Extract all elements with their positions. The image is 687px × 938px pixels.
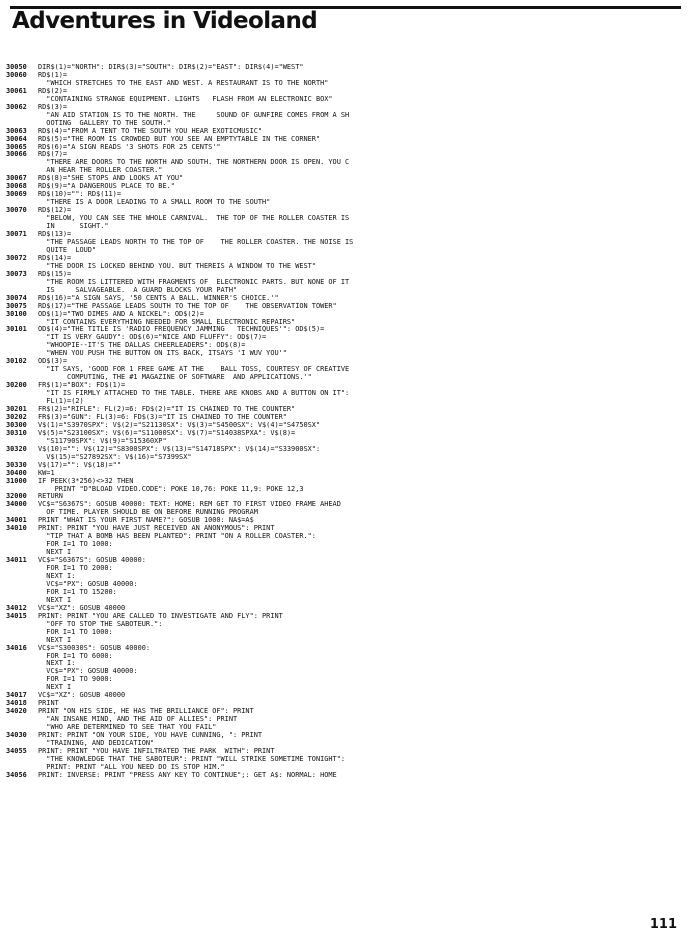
- line-number: 34010: [6, 524, 27, 533]
- line-number: [6, 239, 38, 247]
- line-number: [6, 390, 38, 398]
- line-number: 34015: [6, 611, 27, 620]
- code-line: [6, 159, 666, 167]
- code-line: [6, 446, 666, 454]
- code-line: [6, 517, 666, 525]
- code-line: [6, 462, 666, 470]
- code-line: [6, 319, 666, 327]
- code-line: [6, 724, 666, 732]
- line-number: 30068: [6, 182, 27, 191]
- line-code: "AN AID STATION IS TO THE NORTH. THE SOUND OF GUNFIRE COMES FROM A SH: [38, 111, 350, 119]
- code-line: [6, 128, 666, 136]
- code-line: [6, 605, 666, 613]
- line-number: 30330: [6, 460, 27, 469]
- line-code: RD$(2)=: [38, 87, 68, 95]
- code-line: [6, 438, 666, 446]
- line-number: 30200: [6, 381, 27, 390]
- line-code: VC$="XZ": GOSUB 40000: [38, 604, 126, 612]
- line-code: VC$="PX": GOSUB 40000:: [38, 668, 138, 676]
- line-code: OF TIME. PLAYER SHOULD BE ON BEFORE RUNNING PROGRAM: [38, 509, 258, 517]
- line-code: RD$(1)=: [38, 71, 68, 79]
- code-line: [6, 589, 666, 597]
- line-code: "S11790SPX": V$(9)="S15360XP": [38, 437, 167, 445]
- line-code: FOR I=1 TO 15200:: [38, 588, 117, 596]
- line-number: 32000: [6, 492, 27, 501]
- code-line: [6, 287, 666, 295]
- line-code: IS SALVAGEABLE. A GUARD BLOCKS YOUR PATH": [38, 286, 238, 294]
- code-line: [6, 406, 666, 414]
- line-code: RETURN: [38, 493, 63, 501]
- line-number: [6, 334, 38, 342]
- line-number: 30074: [6, 293, 27, 302]
- code-line: [6, 525, 666, 533]
- line-code: OOTING GALLERY TO THE SOUTH.": [38, 119, 171, 127]
- line-number: [6, 533, 38, 541]
- line-number: 34016: [6, 643, 27, 652]
- line-number: [6, 668, 38, 676]
- line-code: "AN INSANE MIND, AND THE AID OF ALLIES": PRINT: [38, 716, 238, 724]
- line-code: NEXT I:: [38, 573, 76, 580]
- code-line: [6, 557, 666, 565]
- line-code: QUITE LOUD": [38, 246, 97, 254]
- line-code: RD$(13)=: [38, 231, 72, 239]
- line-code: "IT SAYS, 'GOOD FOR 1 FREE GAME AT THE BALL TOSS, COURTESY OF CREATIVE: [38, 366, 350, 374]
- code-line: [6, 621, 666, 629]
- line-code: VC$="S6367S": GOSUB 40000:: [38, 557, 146, 565]
- code-line: [6, 88, 666, 96]
- code-line: [6, 144, 666, 152]
- line-number: 30072: [6, 253, 27, 262]
- code-line: [6, 629, 666, 637]
- line-number: 34056: [6, 770, 27, 779]
- code-line: [6, 764, 666, 772]
- code-line: [6, 223, 666, 231]
- code-line: [6, 271, 666, 279]
- line-number: 34000: [6, 500, 27, 509]
- line-code: RD$(15)=: [38, 270, 72, 278]
- line-number: [6, 366, 38, 374]
- code-line: [6, 748, 666, 756]
- code-line: [6, 493, 666, 501]
- code-line: [6, 120, 666, 128]
- code-line: [6, 684, 666, 692]
- line-code: "IT CONTAINS EVERYTHING NEEDED FOR SMALL ELECTRONIC REPAIRS": [38, 318, 296, 326]
- line-code: PRINT: PRINT "ON YOUR SIDE, YOU HAVE CUNNING, ": PRINT: [38, 732, 263, 740]
- line-number: 30400: [6, 468, 27, 477]
- code-line: [6, 422, 666, 430]
- code-line: [6, 549, 666, 557]
- line-code: FOR I=1 TO 1000:: [38, 628, 113, 636]
- line-code: "THERE ARE DOORS TO THE NORTH AND SOUTH. THE NORTHERN DOOR IS OPEN. YOU C: [38, 159, 350, 167]
- line-number: 34011: [6, 556, 27, 565]
- code-line: [6, 660, 666, 668]
- code-line: [6, 175, 666, 183]
- line-code: PRINT: PRINT "ALL YOU NEED DO IS STOP HIM.": [38, 763, 225, 771]
- code-line: [6, 80, 666, 88]
- code-line: [6, 366, 666, 374]
- line-code: PRINT: PRINT "YOU HAVE INFILTRATED THE PARK WITH": PRINT: [38, 747, 275, 755]
- line-number: [6, 581, 38, 589]
- line-number: [6, 716, 38, 724]
- line-code: OD$(4)="THE TITLE IS 'RADIO FREQUENCY JAMMING TECHNIQUES'": OD$(5)=: [38, 326, 325, 334]
- code-line: [6, 772, 666, 780]
- line-code: NEXT I:: [38, 660, 76, 668]
- line-code: FR$(1)="BOX": FD$(1)=: [38, 382, 126, 390]
- line-number: 30062: [6, 102, 27, 111]
- code-line: [6, 716, 666, 724]
- code-line: [6, 247, 666, 255]
- code-line: [6, 231, 666, 239]
- line-code: "IT IS FIRMLY ATTACHED TO THE TABLE. THERE ARE KNOBS AND A BUTTON ON IT":: [38, 390, 350, 398]
- line-number: [6, 279, 38, 287]
- line-code: RD$(5)="THE ROOM IS CROWDED BUT YOU SEE AN EMPTYTABLE IN THE CORNER": [38, 135, 321, 143]
- code-line: [6, 151, 666, 159]
- line-number: 30060: [6, 70, 27, 79]
- code-line: [6, 382, 666, 390]
- line-code: VC$="S30030S": GOSUB 40000:: [38, 644, 151, 652]
- line-code: RD$(12)=: [38, 207, 72, 215]
- line-number: 34018: [6, 699, 27, 708]
- line-number: [6, 573, 38, 581]
- line-number: 30201: [6, 404, 27, 413]
- line-number: 30300: [6, 420, 27, 429]
- line-code: "TIP THAT A BOMB HAS BEEN PLANTED": PRINT "ON A ROLLER COASTER.":: [38, 533, 316, 541]
- line-number: [6, 565, 38, 573]
- code-line: [6, 64, 666, 72]
- code-line: [6, 207, 666, 215]
- line-code: VC$="S6367S": GOSUB 40000: TEXT: HOME: REM GET TO FIRST VIDEO FRAME AHEAD: [38, 501, 341, 509]
- code-line: [6, 486, 666, 494]
- code-line: [6, 279, 666, 287]
- line-code: V$(1)="S3970SPX": V$(2)="S21130SX": V$(3)="S4500SX": V$(4)="S4750SX": [38, 421, 321, 429]
- line-code: NEXT I: [38, 596, 72, 604]
- line-number: 34020: [6, 707, 27, 716]
- line-code: V$(15)="S27892SX": V$(16)="S7399SX": [38, 453, 192, 461]
- line-code: PRINT "D"BLOAD VIDEO.CODE": POKE 10,76: POKE 11,9: POKE 12,3: [38, 485, 304, 493]
- code-line: [6, 199, 666, 207]
- line-number: [6, 215, 38, 223]
- line-code: PRINT: PRINT "YOU HAVE JUST RECEIVED AN ANONYMOUS": PRINT: [38, 525, 275, 533]
- code-line: [6, 653, 666, 661]
- line-code: KW=1: [38, 469, 55, 477]
- line-number: 30064: [6, 134, 27, 143]
- line-code: OD$(3)=: [38, 358, 68, 366]
- code-line: [6, 342, 666, 350]
- code-line: [6, 541, 666, 549]
- line-number: 30073: [6, 269, 27, 278]
- line-code: "WHEN YOU PUSH THE BUTTON ON ITS BACK, ITSAYS 'I WUV YOU'": [38, 350, 287, 358]
- line-number: 34030: [6, 731, 27, 740]
- line-number: 31000: [6, 476, 27, 485]
- line-code: RD$(17)="THE PASSAGE LEADS SOUTH TO THE TOP OF THE OBSERVATION TOWER": [38, 302, 337, 310]
- code-line: [6, 191, 666, 199]
- line-number: 30050: [6, 63, 27, 71]
- line-code: DIR$(1)="NORTH": DIR$(3)="SOUTH": DIR$(2)="EAST": DIR$(4)="WEST": [38, 64, 304, 71]
- line-number: 30071: [6, 230, 27, 239]
- code-line: [6, 183, 666, 191]
- code-line: [6, 573, 666, 581]
- code-line: [6, 597, 666, 605]
- line-code: "WHO ARE DETERMINED TO SEE THAT YOU FAIL": [38, 724, 217, 732]
- line-code: RD$(10)="": RD$(11)=: [38, 191, 121, 199]
- code-line: [6, 96, 666, 104]
- code-line: [6, 295, 666, 303]
- line-number: 30063: [6, 126, 27, 135]
- code-line: [6, 565, 666, 573]
- code-line: [6, 303, 666, 311]
- line-code: FOR I=1 TO 9000:: [38, 676, 113, 684]
- code-line: [6, 740, 666, 748]
- code-line: [6, 239, 666, 247]
- code-line: [6, 167, 666, 175]
- line-number: 30075: [6, 301, 27, 310]
- line-code: NEXT I: [38, 636, 72, 644]
- line-code: "CONTAINING STRANGE EQUIPMENT. LIGHTS FLASH FROM AN ELECTRONIC BOX": [38, 95, 333, 103]
- code-line: [6, 430, 666, 438]
- line-code: RD$(16)="A SIGN SAYS, '50 CENTS A BALL. WINNER'S CHOICE.'": [38, 294, 279, 302]
- code-line: [6, 326, 666, 334]
- code-line: [6, 478, 666, 486]
- code-line: [6, 255, 666, 263]
- line-code: "THE KNOWLEDGE THAT THE SABOTEUR": PRINT "WILL STRIKE SOMETIME TONIGHT":: [38, 755, 345, 763]
- line-number: [6, 589, 38, 597]
- code-line: [6, 676, 666, 684]
- line-code: FR$(3)="GUN": FL(3)=6: FD$(3)="IT IS CHAINED TO THE COUNTER": [38, 413, 287, 421]
- line-code: OD$(1)="TWO DIMES AND A NICKEL": OD$(2)=: [38, 310, 204, 318]
- line-number: [6, 676, 38, 684]
- line-number: 34012: [6, 603, 27, 612]
- code-line: [6, 136, 666, 144]
- line-number: 30069: [6, 190, 27, 199]
- code-line: [6, 470, 666, 478]
- line-number: 30067: [6, 174, 27, 183]
- line-code: IN SIGHT.": [38, 223, 109, 231]
- line-code: "THE DOOR IS LOCKED BEHIND YOU. BUT THEREIS A WINDOW TO THE WEST": [38, 262, 316, 270]
- line-code: RD$(7)=: [38, 151, 68, 159]
- line-number: [6, 756, 38, 764]
- code-line: [6, 708, 666, 716]
- line-code: IF PEEK(3*256)<>32 THEN: [38, 477, 134, 485]
- page-title: Adventures in Videoland: [12, 8, 318, 34]
- basic-listing: [6, 64, 666, 780]
- line-code: FR$(2)="RIFLE": FL(2)=6: FD$(2)="IT IS CHAINED TO THE COUNTER": [38, 405, 296, 413]
- line-number: 30102: [6, 357, 27, 366]
- line-code: "BELOW, YOU CAN SEE THE WHOLE CARNIVAL. THE TOP OF THE ROLLER COASTER IS: [38, 215, 350, 223]
- line-code: PRINT: [38, 700, 59, 708]
- line-code: "THERE IS A DOOR LEADING TO A SMALL ROOM TO THE SOUTH": [38, 199, 271, 207]
- code-line: [6, 215, 666, 223]
- line-code: RD$(3)=: [38, 103, 68, 111]
- code-line: [6, 334, 666, 342]
- line-code: V$(17)="": V$(18)="": [38, 461, 121, 469]
- line-code: FOR I=1 TO 2000:: [38, 565, 113, 573]
- line-number: [6, 342, 38, 350]
- line-code: NEXT I: [38, 549, 72, 557]
- code-line: [6, 112, 666, 120]
- line-code: "THE ROOM IS LITTERED WITH FRAGMENTS OF ELECTRONIC PARTS. BUT NONE OF IT: [38, 278, 350, 286]
- line-number: 30066: [6, 150, 27, 159]
- line-number: 30065: [6, 142, 27, 151]
- code-line: [6, 414, 666, 422]
- code-line: [6, 756, 666, 764]
- code-line: [6, 72, 666, 80]
- line-code: "WHOOPIE--IT'S THE DALLAS CHEERLEADERS": OD$(8)=: [38, 342, 246, 350]
- line-code: COMPUTING, THE #1 MAGAZINE OF SOFTWARE AND APPLICATIONS.'": [38, 374, 312, 382]
- code-line: [6, 311, 666, 319]
- line-code: V$(5)="S23100SX": V$(6)="S11000SX": V$(7)="S14038SPXA": V$(8)=: [38, 429, 296, 437]
- line-number: 30100: [6, 309, 27, 318]
- code-line: [6, 613, 666, 621]
- line-code: RD$(6)="A SIGN READS '3 SHOTS FOR 25 CENTS'": [38, 143, 221, 151]
- line-code: VC$="PX": GOSUB 40000:: [38, 580, 138, 588]
- line-code: PRINT: PRINT "YOU ARE CALLED TO INVESTIGATE AND FLY": PRINT: [38, 612, 283, 620]
- code-line: [6, 104, 666, 112]
- line-code: RD$(9)="A DANGEROUS PLACE TO BE.": [38, 183, 175, 191]
- code-line: [6, 637, 666, 645]
- line-code: FL(1)=(2): [38, 398, 84, 406]
- line-number: 34055: [6, 746, 27, 755]
- line-code: RD$(8)="SHE STOPS AND LOOKS AT YOU": [38, 175, 184, 183]
- line-code: "WHICH STRETCHES TO THE EAST AND WEST. A RESTAURANT IS TO THE NORTH": [38, 79, 329, 87]
- line-number: [6, 159, 38, 167]
- code-line: [6, 692, 666, 700]
- code-line: [6, 398, 666, 406]
- code-line: [6, 533, 666, 541]
- line-number: 30310: [6, 428, 27, 437]
- line-code: "IT IS VERY GAUDY": OD$(6)="NICE AND FLUFFY": OD$(7)=: [38, 334, 267, 342]
- code-line: [6, 700, 666, 708]
- line-number: 30101: [6, 325, 27, 334]
- line-code: RD$(4)="FROM A TENT TO THE SOUTH YOU HEAR EXOTICMUSIC": [38, 127, 263, 135]
- code-line: [6, 581, 666, 589]
- line-code: "TRAINING, AND DEDICATION": [38, 740, 155, 748]
- line-number: 34017: [6, 691, 27, 700]
- line-code: V$(10)="": V$(12)="S8300SPX": V$(13)="S14718SPX": V$(14)="S33900SX":: [38, 445, 321, 453]
- line-number: 30070: [6, 206, 27, 215]
- line-number: [6, 653, 38, 661]
- line-number: [6, 621, 38, 629]
- line-code: FOR I=1 TO 1000:: [38, 541, 113, 549]
- line-number: [6, 629, 38, 637]
- code-line: [6, 732, 666, 740]
- code-line: [6, 454, 666, 462]
- line-code: PRINT "WHAT IS YOUR FIRST NAME?": GOSUB 1000: NA$=A$: [38, 517, 254, 525]
- line-code: PRINT: INVERSE: PRINT "PRESS ANY KEY TO CONTINUE";: GET A$: NORMAL: HOME: [38, 771, 337, 779]
- line-code: FOR I=1 TO 6000:: [38, 652, 113, 660]
- line-code: AN HEAR THE ROLLER COASTER.": [38, 167, 163, 175]
- code-line: [6, 645, 666, 653]
- line-number: 30061: [6, 86, 27, 95]
- line-code: RD$(14)=: [38, 254, 72, 262]
- code-line: [6, 668, 666, 676]
- line-number: 30320: [6, 444, 27, 453]
- line-code: "OFF TO STOP THE SABOTEUR.":: [38, 620, 163, 628]
- code-line: [6, 390, 666, 398]
- code-line: [6, 358, 666, 366]
- line-number: 34001: [6, 516, 27, 525]
- code-line: [6, 374, 666, 382]
- line-code: NEXT I: [38, 684, 72, 692]
- code-line: [6, 263, 666, 271]
- page-number: 111: [649, 917, 677, 932]
- line-number: 30202: [6, 412, 27, 421]
- code-line: [6, 509, 666, 517]
- line-code: VC$="XZ": GOSUB 40000: [38, 692, 126, 700]
- line-number: [6, 112, 38, 120]
- line-number: [6, 660, 38, 668]
- line-number: [6, 541, 38, 549]
- line-code: "THE PASSAGE LEADS NORTH TO THE TOP OF THE ROLLER COASTER. THE NOISE IS: [38, 238, 354, 246]
- code-line: [6, 501, 666, 509]
- line-code: PRINT "ON HIS SIDE, HE HAS THE BRILLIANCE OF": PRINT: [38, 708, 254, 716]
- code-line: [6, 350, 666, 358]
